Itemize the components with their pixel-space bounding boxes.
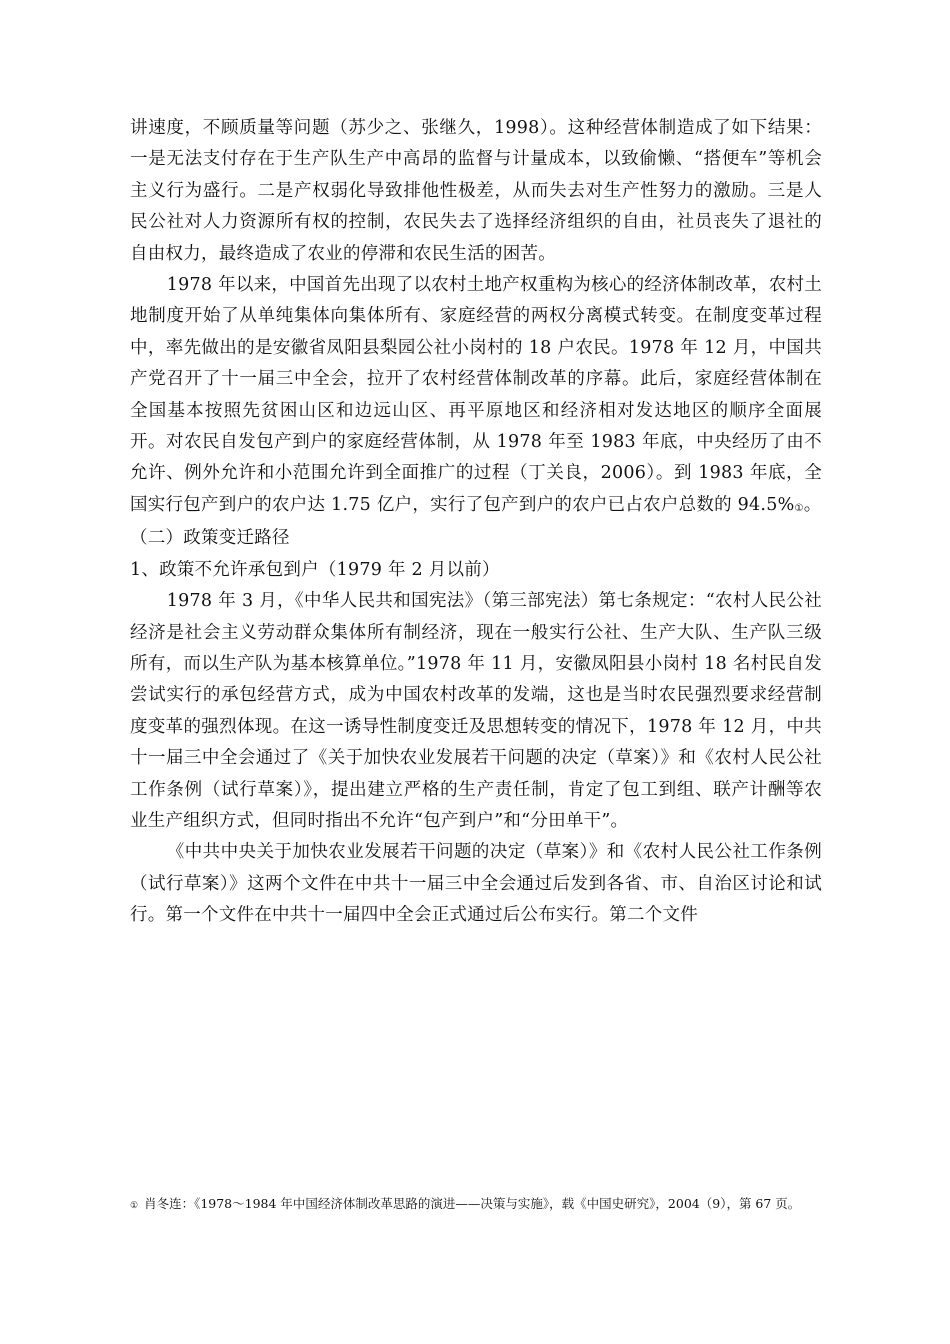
paragraph-3: 1978 年 3 月，《中华人民共和国宪法》（第三部宪法）第七条规定：“农村人民公社经济是社会主义劳动群众集体所有制经济，现在一般实行公社、生产大队、生产队三级所有，而以生产队为基本核算单位。”1978 年 11 月，安徽凤阳县小岗村 18 名村民自发尝试实行的承包经营方式，成为中国农村改革的发端，这也是当时农民强烈要求经营制度变革的强烈体现。在这一诱导性制度变迁及思想转变的情况下，1978 年 12 月，中共十一届三中全会通过了《关于加快农业发展若干问题的决定（草案）》和《农村人民公社工作条例（试行草案）》，提出建立严格的生产责任制，肯定了包工到组、联产计酬等农业生产组织方式，但同时指出不允许“包产到户”和“分田单干”。: [130, 591, 822, 831]
footnote: [130, 1194, 822, 1216]
footnote-mark: ①: [130, 1201, 139, 1211]
footnote-text: 肖冬连：《1978～1984 年中国经济体制改革思路的演进——决策与实施》，载《中国史研究》，2004（9），第 67 页。: [144, 1196, 801, 1211]
body-text: [130, 113, 822, 932]
paragraph-2-end: 。: [803, 494, 822, 515]
paragraph-4: 《中共中央关于加快农业发展若干问题的决定（草案）》和《农村人民公社工作条例（试行草案）》这两个文件在中共十一届三中全会通过后发到各省、市、自治区讨论和试行。第一个文件在中共十一届四中全会正式通过后公布实行。第二个文件: [130, 842, 822, 926]
subsection-heading: 1、政策不允许承包到户（1979 年 2 月以前）: [130, 559, 500, 580]
paragraph-2: [130, 270, 822, 523]
paragraph-1-continuation: 讲速度，不顾质量等问题（苏少之、张继久，1998）。这种经营体制造成了如下结果：一是无法支付存在于生产队生产中高昂的监督与计量成本，以致偷懒、“搭便车”等机会主义行为盛行。二是产权弱化导致排他性极差，从而失去对生产性努力的激励。三是人民公社对人力资源所有权的控制，农民失去了选择经济组织的自由，社员丧失了退社的自由权力，最终造成了农业的停滞和农民生活的困苦。: [130, 118, 822, 264]
section-heading: （二）政策变迁路径: [130, 528, 290, 549]
footnote-reference[interactable]: ①: [794, 502, 804, 514]
paragraph-2-text: 1978 年以来，中国首先出现了以农村土地产权重构为核心的经济体制改革，农村土地制度开始了从单纯集体向集体所有、家庭经营的两权分离模式转变。在制度变革过程中，率先做出的是安徽省凤阳县梨园公社小岗村的 18 户农民。1978 年 12 月，中国共产党召开了十一届三中全会，拉开了农村经营体制改革的序幕。此后，家庭经营体制在全国基本按照先贫困山区和边远山区、再平原地区和经济相对发达地区的顺序全面展开。对农民自发包产到户的家庭经营体制，从 1978 年至 1983 年底，中央经历了由不允许、例外允许和小范围允许到全面推广的过程（丁关良，2006）。到 1983 年底，全国实行包产到户的农户达 1.75 亿户，实行了包产到户的农户已占农户总数的 94.5%: [130, 275, 822, 515]
